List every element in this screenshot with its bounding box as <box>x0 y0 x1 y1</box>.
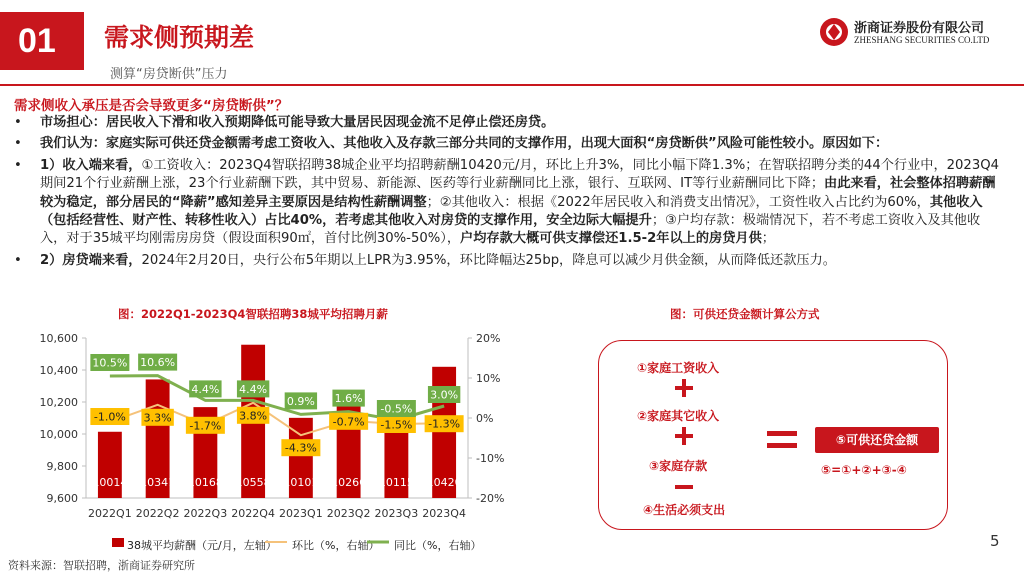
bullet-text: 由此来看，社会整体招聘薪酬较为稳定，部分居民的“降薪”感知差异主要原因是结构性薪酬调整 <box>40 176 996 210</box>
yoy-label: 10.5% <box>92 356 128 370</box>
formula-equation: ⑤=①+②+③-④ <box>821 463 907 477</box>
bullet-text: ；②其他收入：根据《2022年居民收入和消费支出情况》，工资性收入占比约为60%， <box>426 194 930 210</box>
bullet-text: 其他收入（包括经营性、财产性、转移性收入）占比40%，若考虑其他收入对房贷的支撑作用，安全边际大幅提升 <box>40 194 983 229</box>
x-axis-tick-label: 2023Q3 <box>374 507 419 520</box>
page-subtitle: 测算“房贷断供”压力 <box>110 67 228 82</box>
bar-value-label: 10168 <box>187 476 223 489</box>
qoq-label: -1.5% <box>380 418 413 432</box>
bullet-text: 户均存款大概可供支撑偿还1.5-2年以上的房贷月供 <box>460 231 762 247</box>
bullet-text: 1）收入端来看， <box>40 157 142 173</box>
legend-bar-swatch <box>112 536 124 548</box>
bar-value-label: 10014 <box>92 476 128 489</box>
bar-value-label: 10420 <box>426 476 462 489</box>
yoy-label: 10.6% <box>140 356 176 370</box>
zheshang-logo-icon <box>818 16 850 48</box>
right-axis-tick-label: 10% <box>476 372 501 385</box>
bullet-text: ；③户均存款：极端情况下，若不考虑工资收入及其他收入，对于35城平均刚需房房贷（假设面积90㎡，首付比例30%-50%）， <box>40 213 981 247</box>
page-title: 需求侧预期差 <box>104 23 255 52</box>
formula-title: 图：可供还贷金额计算公方式 <box>670 307 820 321</box>
x-axis-tick-label: 2023Q1 <box>279 507 323 520</box>
left-axis-tick-label: 10,000 <box>39 428 78 441</box>
page-number: 5 <box>990 532 1000 550</box>
right-axis-tick-label: -10% <box>476 452 505 465</box>
header-divider <box>0 84 1024 86</box>
key-question: 需求侧收入承压是否会导致更多“房贷断供”？ <box>14 98 289 114</box>
x-axis-tick-label: 2022Q1 <box>88 507 132 520</box>
qoq-label: -1.3% <box>428 417 461 431</box>
yoy-label: 0.9% <box>286 394 315 408</box>
logo-company-name-cn: 浙商证券股份有限公司 <box>854 21 985 36</box>
qoq-label: -4.3% <box>284 441 317 455</box>
legend-label-salary: 38城平均薪酬（元/月，左轴） <box>127 539 277 552</box>
plus-icon <box>675 427 693 445</box>
left-axis-tick-label: 10,400 <box>39 364 78 377</box>
chart-title: 图：2022Q1-2023Q4智联招聘38城平均招聘月薪 <box>118 307 388 321</box>
formula-result: ⑤可供还贷金额 <box>815 427 939 453</box>
bullet-text: 市场担心： <box>40 115 106 130</box>
bullet-text: 2024年2月20日，央行公布5年期以上LPR为3.95%，环比降幅达25bp，降息可以减少月供金额，从而降低还款压力。 <box>141 252 836 268</box>
formula-item-living-expenses: ④生活必须支出 <box>643 503 726 517</box>
qoq-label: 3.8% <box>239 409 268 423</box>
bullet-text: 居民收入下滑和收入预期降低可能导致大量居民因现金流不足停止偿还房贷。 <box>105 115 555 130</box>
bullet-dot: • <box>14 136 22 152</box>
x-axis-tick-label: 2023Q4 <box>422 507 466 520</box>
logo-company-name-en: ZHESHANG SECURITIES CO.LTD <box>854 35 990 45</box>
formula-diagram <box>598 340 948 530</box>
bullet-dot: • <box>14 157 22 173</box>
plus-icon <box>675 379 693 397</box>
right-axis-tick-label: 20% <box>476 332 501 345</box>
bullet-item <box>14 114 1004 132</box>
bullet-text: 2）房贷端来看， <box>40 252 142 268</box>
bullet-text: ； <box>761 231 775 247</box>
bar-value-label: 10266 <box>331 476 367 489</box>
data-source-note: 资料来源：智联招聘，浙商证券研究所 <box>8 559 195 572</box>
legend-yoy-swatch <box>367 536 389 548</box>
formula-item-wage-income: ①家庭工资收入 <box>637 361 720 375</box>
left-axis-tick-label: 9,800 <box>46 460 78 473</box>
bullet-text: ①工资收入：2023Q4智联招聘38城企业平均招聘薪酬10420元/月，环比上升3%，同比小幅下降1.3%；在智联招聘分类的44个行业中，2023Q4期间21个行业薪酬上涨，23个行业薪酬下跌，其中贸易、新能源、医药等行业薪酬同比上涨，银行、互联网、IT等行业薪酬同比下降； <box>40 157 999 192</box>
x-axis-tick-label: 2022Q3 <box>183 507 228 520</box>
qoq-label: -1.7% <box>189 419 222 433</box>
formula-item-deposits: ③家庭存款 <box>649 459 708 473</box>
bullet-item <box>14 252 1004 270</box>
qoq-label: -0.7% <box>332 415 365 429</box>
yoy-label: -0.5% <box>380 402 413 416</box>
bullet-list <box>14 114 1004 273</box>
x-axis-tick-label: 2022Q2 <box>135 507 180 520</box>
bullet-text: 我们认为：家庭实际可供还贷金额需考虑工资收入、其他收入及存款三部分共同的支撑作用，出现大面积“房贷断供”风险可能性较小。原因如下： <box>40 136 889 152</box>
company-logo <box>818 16 1008 50</box>
bar-value-label: 10115 <box>378 476 414 489</box>
yoy-label: 3.0% <box>430 388 459 402</box>
legend-label-qoq: 环比（%，右轴） <box>292 539 380 552</box>
yoy-label: 4.4% <box>191 382 220 396</box>
salary-chart <box>0 325 600 535</box>
bullet-dot: • <box>14 115 22 130</box>
bullet-item <box>14 135 1004 153</box>
left-axis-tick-label: 9,600 <box>46 492 78 505</box>
left-axis-tick-label: 10,200 <box>39 396 78 409</box>
bar-value-label: 10558 <box>235 476 271 489</box>
equals-icon <box>767 431 797 449</box>
bullet-dot: • <box>14 252 22 268</box>
right-axis-tick-label: 0% <box>476 412 494 425</box>
section-number-badge: 01 <box>0 12 84 70</box>
yoy-label: 4.4% <box>239 382 268 396</box>
bar-value-label: 10101 <box>283 476 319 489</box>
right-axis-tick-label: -20% <box>476 492 505 505</box>
formula-item-other-income: ②家庭其它收入 <box>637 409 720 423</box>
qoq-label: -1.0% <box>93 410 126 424</box>
yoy-label: 1.6% <box>334 392 363 406</box>
legend-qoq-swatch <box>265 536 287 548</box>
x-axis-tick-label: 2022Q4 <box>231 507 275 520</box>
minus-icon <box>675 485 693 489</box>
qoq-label: 3.3% <box>143 411 172 425</box>
legend-label-yoy: 同比（%，右轴） <box>394 539 482 552</box>
bar-value-label: 10341 <box>140 476 176 489</box>
x-axis-tick-label: 2023Q2 <box>326 507 371 520</box>
left-axis-tick-label: 10,600 <box>39 332 78 345</box>
bullet-item <box>14 157 1004 249</box>
